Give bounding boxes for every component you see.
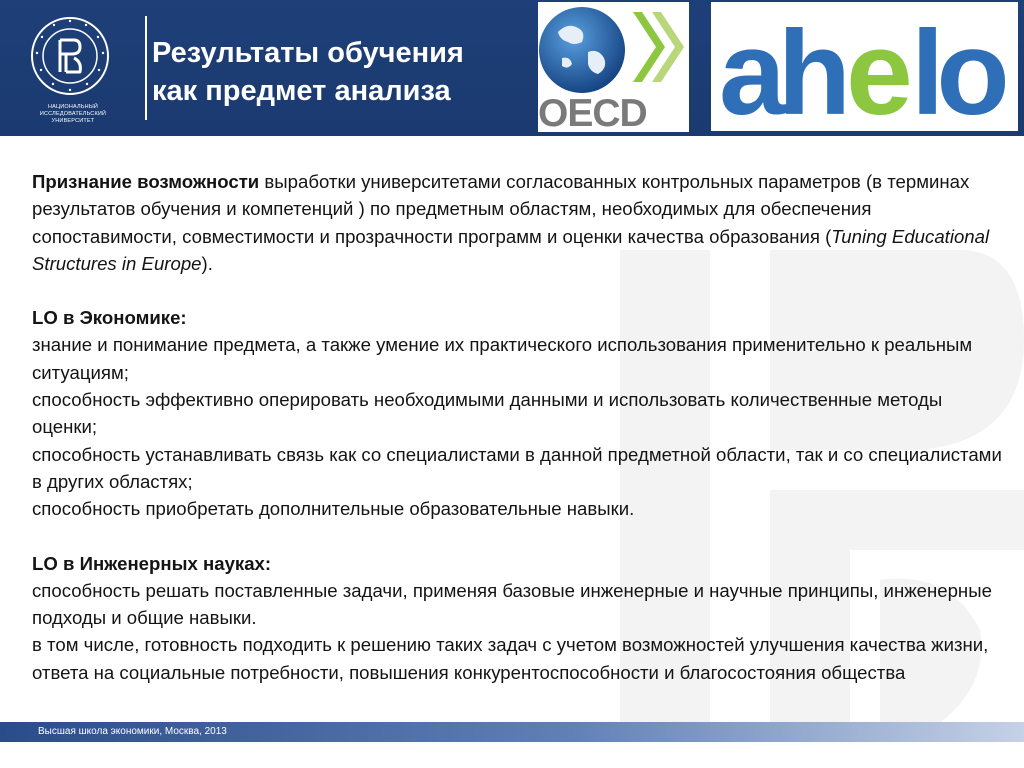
engineering-heading (32, 550, 1007, 577)
economics-item: способность устанавливать связь как со специалистами в данной предметной области, так и со специалистами в других областях; (32, 443, 1002, 492)
university-logo (0, 0, 140, 136)
engineering-item: в том числе, готовность подходить к решению таких задач с учетом возможностей улучшения качества жизни, ответа на социальные потребности, повышения конкурентоспособности и благосостояния общества (32, 634, 989, 683)
svg-text:lo: lo (911, 6, 1002, 131)
economics-item: способность приобретать дополнительные образовательные навыки. (32, 498, 635, 520)
title-line-1: Результаты обучения (152, 37, 464, 69)
engineering-item: способность решать поставленные задачи, применяя базовые инженерные и научные принципы, инженерные подходы и общие навыки. (32, 579, 992, 629)
title-line-2: как предмет анализа (152, 75, 451, 107)
intro-text-a: выработки университетами согласованных контрольных параметров (в терминах результатов обучения и компетенций ) по предметным областям, необходимых для обеспечения сопоставимости, совместимости и прозрачности программ и оценки качества образования ( (32, 171, 970, 247)
economics-heading (32, 304, 1007, 331)
economics-item: способность эффективно оперировать необходимыми данными и использовать количественные методы оценки; (32, 389, 943, 438)
spacer (32, 523, 1007, 550)
ahelo-wordmark-icon (711, 2, 1018, 131)
spacer (32, 277, 1007, 304)
logo-caption: НАЦИОНАЛЬНЫЙ ИССЛЕДОВАТЕЛЬСКИЙ УНИВЕРСИТЕТ (39, 104, 107, 124)
intro-text-b: ). (201, 252, 213, 274)
page-title (152, 34, 532, 110)
hse-emblem-icon (0, 0, 140, 104)
economics-heading-text: LO в Экономике: (32, 307, 187, 329)
oecd-label: OECD (538, 92, 647, 132)
footer-bar (0, 722, 1024, 742)
svg-text:e: e (846, 6, 905, 131)
slide-body (32, 168, 1007, 686)
header-divider (145, 16, 147, 120)
svg-text:ah: ah (719, 6, 844, 131)
engineering-heading-text: LO в Инженерных науках: (32, 552, 272, 574)
economics-item: знание и понимание предмета, а также умение их практического использования применительно к реальным ситуациям; (32, 334, 973, 383)
ahelo-logo (711, 2, 1018, 131)
intro-paragraph (32, 168, 1007, 277)
intro-italic: Tuning Educational Structures in Europe (32, 225, 990, 274)
intro-bold: Признание возможности (32, 171, 260, 192)
footer-text: Высшая школа экономики, Москва, 2013 (38, 726, 227, 737)
oecd-logo (538, 2, 689, 132)
